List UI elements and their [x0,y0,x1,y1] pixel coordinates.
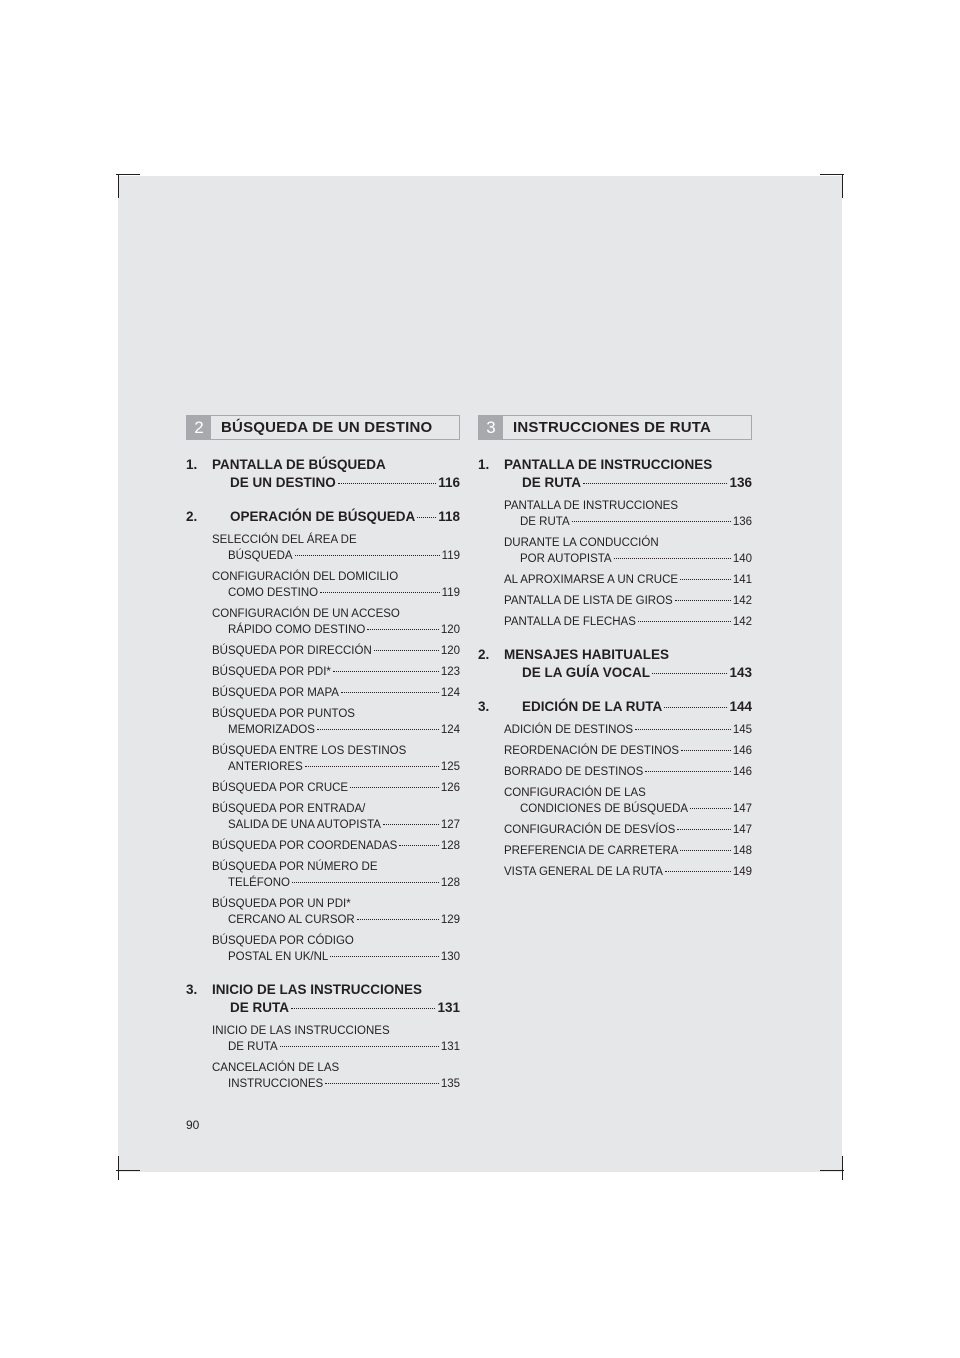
toc-line [478,474,752,492]
toc-page-number: 118 [438,509,460,524]
dot-leader [690,808,731,809]
dot-leader [333,671,439,672]
toc-line-text: DE LA GUÍA VOCAL [522,665,650,680]
toc-section [186,508,460,965]
dot-leader [280,1046,439,1047]
crop-mark-top-right-v [842,174,843,198]
toc-line [212,664,460,680]
toc-page-number: 126 [440,782,460,794]
toc-entry [504,864,752,880]
toc-page-number: 130 [440,951,460,963]
dot-leader [645,771,731,772]
toc-entry-line: DURANTE LA CONDUCCIÓN [504,537,659,549]
dot-leader [320,592,440,593]
crop-mark-top-left-h [116,174,140,175]
toc-entry-line: BÚSQUEDA POR PUNTOS [212,708,355,720]
toc-line-text: PANTALLA DE FLECHAS [504,616,636,628]
subsection-list [186,532,460,965]
toc-column-right [478,415,752,896]
toc-page-number: 146 [732,745,752,757]
section-number: 2. [186,509,198,524]
chapter-banner [478,415,752,440]
toc-entry [504,843,752,859]
toc-entry-line: BÚSQUEDA POR UN PDI* [212,898,351,910]
subsection-list [478,722,752,880]
section-heading [478,646,752,682]
section-heading [186,508,460,526]
crop-mark-bottom-left-h [116,1170,140,1171]
dot-leader [317,729,439,730]
toc-line [504,801,752,817]
toc-page-number: 142 [732,616,752,628]
crop-mark-bottom-right-h [820,1170,844,1171]
section-number: 1. [186,457,198,472]
toc-entry [212,780,460,796]
toc-page-number: 147 [732,803,752,815]
toc-line-text: ADICIÓN DE DESTINOS [504,724,634,736]
dot-leader [652,673,727,674]
toc-line-text: BÚSQUEDA [228,550,293,562]
toc-section [186,456,460,492]
toc-line [504,514,752,530]
toc-entry [212,801,460,833]
toc-page-number: 136 [732,516,752,528]
toc-entry [504,572,752,588]
toc-line [212,949,460,965]
section-number: 1. [478,457,490,472]
toc-page-number: 119 [441,587,460,599]
toc-page-number: 143 [729,665,752,680]
section-title-line: PANTALLA DE BÚSQUEDA [212,457,386,472]
toc-line-text: CONFIGURACIÓN DE DESVÍOS [504,824,676,836]
dot-leader [664,707,727,708]
section-number: 2. [478,647,490,662]
toc-entry-line: BÚSQUEDA POR NÚMERO DE [212,861,378,873]
toc-line-text: AL APROXIMARSE A UN CRUCE [504,574,679,586]
toc-page-number: 129 [440,914,460,926]
toc-entry [212,643,460,659]
toc-line [212,759,460,775]
dot-leader [417,517,436,518]
toc-line-text: DE RUTA [522,475,581,490]
toc-page-number: 131 [437,1000,460,1015]
toc-line-text: EDICIÓN DE LA RUTA [522,699,663,714]
toc-entry-line: CONFIGURACIÓN DE LAS [504,787,646,799]
toc-page-number: 145 [732,724,752,736]
toc-page-number: 116 [438,475,460,490]
section-heading [478,456,752,492]
dot-leader [325,1083,439,1084]
toc-entry [504,593,752,609]
chapter-title: INSTRUCCIONES DE RUTA [513,419,712,436]
toc-line-text: SALIDA DE UNA AUTOPISTA [228,819,381,831]
toc-line-text: INSTRUCCIONES [228,1078,324,1090]
toc-line [212,912,460,928]
toc-page-number: 136 [729,475,752,490]
section-title-line: INICIO DE LAS INSTRUCCIONES [212,982,423,997]
toc-line-text: PREFERENCIA DE CARRETERA [504,845,679,857]
toc-line [478,698,752,716]
toc-line-text: RÁPIDO COMO DESTINO [228,624,366,636]
crop-mark-top-left-v [118,174,119,198]
dot-leader [330,956,438,957]
toc-page-number: 120 [440,645,460,657]
toc-line-text: DE UN DESTINO [230,475,336,490]
toc-line [212,838,460,854]
toc-line-text: ANTERIORES [228,761,303,773]
subsection-list [186,1023,460,1092]
dot-leader [638,621,731,622]
toc-section [478,646,752,682]
toc-section [478,456,752,630]
toc-page-number: 120 [440,624,460,636]
toc-line-text: VISTA GENERAL DE LA RUTA [504,866,663,878]
toc-line-text: BÚSQUEDA POR MAPA [212,687,339,699]
toc-line [504,572,752,588]
chapter-title: BÚSQUEDA DE UN DESTINO [221,419,433,436]
section-title-line: MENSAJES HABITUALES [504,647,670,662]
toc-entry [212,664,460,680]
toc-entry [212,569,460,601]
toc-section [478,698,752,880]
toc-page-number: 140 [732,553,752,565]
toc-page-number: 123 [440,666,460,678]
toc-line [212,817,460,833]
dot-leader [374,650,439,651]
toc-line [186,474,460,492]
toc-line [212,643,460,659]
section-number: 3. [478,699,490,714]
subsection-list [478,498,752,630]
toc-page-number: 128 [440,877,460,889]
toc-entry [504,785,752,817]
dot-leader [291,1008,435,1009]
dot-leader [367,629,438,630]
dot-leader [681,750,731,751]
dot-leader [583,483,727,484]
toc-entry [212,859,460,891]
dot-leader [680,850,730,851]
toc-page-number: 148 [732,845,752,857]
section-number: 3. [186,982,198,997]
toc-page-number: 142 [732,595,752,607]
toc-entry [504,743,752,759]
toc-page-number: 147 [732,824,752,836]
toc-line [504,551,752,567]
dot-leader [677,829,731,830]
toc-entry-line: SELECCIÓN DEL ÁREA DE [212,534,357,546]
toc-entry-line: CANCELACIÓN DE LAS [212,1062,340,1074]
toc-entry [212,933,460,965]
section-heading [186,981,460,1017]
dot-leader [399,845,438,846]
dot-leader [338,483,436,484]
toc-entry-line: PANTALLA DE INSTRUCCIONES [504,500,679,512]
chapter-number: 2 [187,416,211,439]
toc-page-number: 125 [440,761,460,773]
toc-entry [212,896,460,928]
toc-page-number: 124 [440,724,460,736]
toc-line-text: BÚSQUEDA POR CRUCE [212,782,349,794]
toc-page-number: 119 [441,550,460,562]
dot-leader [680,579,731,580]
toc-entry [504,822,752,838]
toc-page-number: 131 [440,1041,460,1053]
toc-line-text: MEMORIZADOS [228,724,315,736]
toc-line [212,1076,460,1092]
toc-line-text: BÚSQUEDA POR PDI* [212,666,331,678]
toc-entry-line: BÚSQUEDA POR ENTRADA/ [212,803,366,815]
toc-line [186,508,460,526]
toc-line-text: TELÉFONO [228,877,290,889]
toc-entry [212,706,460,738]
toc-line [504,743,752,759]
dot-leader [614,558,731,559]
dot-leader [635,729,731,730]
toc-page-number: 128 [440,840,460,852]
toc-page-number: 127 [440,819,460,831]
dot-leader [341,692,439,693]
toc-line [504,593,752,609]
toc-line-text: COMO DESTINO [228,587,319,599]
toc-line-text: CONDICIONES DE BÚSQUEDA [520,803,689,815]
section-heading [186,456,460,492]
toc-line [504,843,752,859]
toc-entry-line: CONFIGURACIÓN DEL DOMICILIO [212,571,399,583]
toc-page-number: 124 [440,687,460,699]
toc-entry-line: CONFIGURACIÓN DE UN ACCESO [212,608,400,620]
toc-entry [504,764,752,780]
dot-leader [665,871,731,872]
toc-line-text: POR AUTOPISTA [520,553,612,565]
toc-entry [212,606,460,638]
toc-entry [212,1060,460,1092]
toc-section [186,981,460,1092]
toc-line [478,664,752,682]
toc-line [212,548,460,564]
dot-leader [675,600,731,601]
toc-line-text: DE RUTA [230,1000,289,1015]
toc-line [212,622,460,638]
toc-entry [212,838,460,854]
toc-entry [212,685,460,701]
toc-entry-line: BÚSQUEDA POR CÓDIGO [212,935,354,947]
toc-entry [504,498,752,530]
toc-entry-line: BÚSQUEDA ENTRE LOS DESTINOS [212,745,407,757]
toc-entry [212,743,460,775]
toc-line-text: OPERACIÓN DE BÚSQUEDA [230,509,416,524]
toc-line-text: PANTALLA DE LISTA DE GIROS [504,595,673,607]
toc-page-number: 149 [732,866,752,878]
page-number: 90 [186,1118,200,1132]
toc-line-text: CERCANO AL CURSOR [228,914,355,926]
toc-line-text: POSTAL EN UK/NL [228,951,329,963]
toc-sections [186,456,460,1092]
toc-entry [212,532,460,564]
toc-line [212,585,460,601]
dot-leader [350,787,439,788]
dot-leader [295,555,440,556]
toc-page-number: 135 [440,1078,460,1090]
toc-line [504,764,752,780]
toc-line [504,864,752,880]
toc-sections [478,456,752,880]
toc-entry [504,535,752,567]
toc-line-text: BÚSQUEDA POR COORDENADAS [212,840,398,852]
toc-page-number: 144 [729,699,752,714]
chapter-number: 3 [479,416,503,439]
toc-line-text: DE RUTA [228,1041,278,1053]
toc-column-left [186,415,460,1108]
toc-line [504,822,752,838]
toc-line [212,875,460,891]
crop-mark-bottom-left-v [118,1156,119,1180]
toc-line [504,722,752,738]
toc-entry [212,1023,460,1055]
toc-line [212,1039,460,1055]
dot-leader [383,824,439,825]
toc-entry-line: INICIO DE LAS INSTRUCCIONES [212,1025,390,1037]
toc-line-text: REORDENACIÓN DE DESTINOS [504,745,680,757]
toc-line [186,999,460,1017]
dot-leader [305,766,439,767]
toc-line [212,722,460,738]
toc-page-number: 141 [732,574,752,586]
toc-line [504,614,752,630]
dot-leader [292,882,439,883]
toc-entry [504,722,752,738]
chapter-banner [186,415,460,440]
crop-mark-top-right-h [820,174,844,175]
toc-line [212,780,460,796]
dot-leader [357,919,439,920]
toc-line-text: BÚSQUEDA POR DIRECCIÓN [212,645,372,657]
crop-mark-bottom-right-v [842,1156,843,1180]
toc-page-number: 146 [732,766,752,778]
toc-entry [504,614,752,630]
dot-leader [572,521,731,522]
toc-line-text: BORRADO DE DESTINOS [504,766,644,778]
toc-line-text: DE RUTA [520,516,570,528]
section-title-line: PANTALLA DE INSTRUCCIONES [504,457,713,472]
section-heading [478,698,752,716]
toc-line [212,685,460,701]
